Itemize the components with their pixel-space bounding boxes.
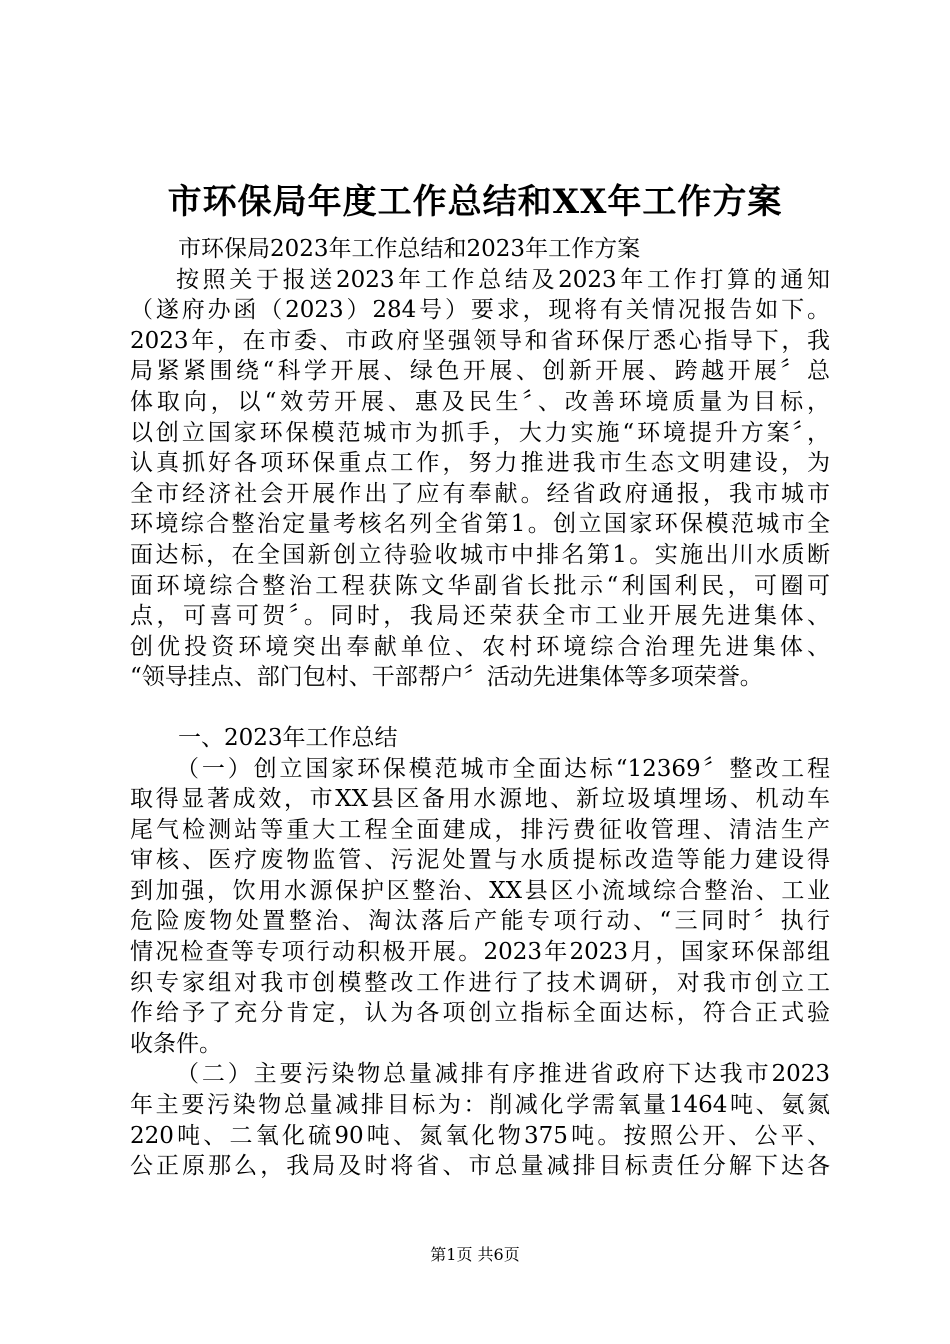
intro-line: 2023年，在市委、市政府坚强领导和省环保厅悉心指导下，我 <box>130 327 830 354</box>
page-footer: 第1页 共6页 <box>430 1245 520 1264</box>
section1-item1-line: 审核、医疗废物监管、污泥处置与水质提标改造等能力建设得 <box>130 847 830 874</box>
intro-line: 创优投资环境突出奉献单位、农村环境综合治理先进集体、 <box>130 633 830 660</box>
section1-item1-line: 情况检查等专项行动积极开展。2023年2023月，国家环保部组 <box>130 939 830 966</box>
document-title: 市环保局年度工作总结和XX年工作方案 <box>167 182 783 222</box>
intro-line: 按照关于报送2023年工作总结及2023年工作打算的通知 <box>176 266 830 293</box>
section1-item1-line: （一）创立国家环保模范城市全面达标“12369〞整改工程 <box>176 755 830 782</box>
section1-item1-line: 作给予了充分肯定，认为各项创立指标全面达标，符合正式验 <box>130 1000 830 1027</box>
intro-line: “领导挂点、部门包村、干部帮户〞活动先进集体等多项荣誉。 <box>130 664 763 691</box>
section1-item1-line: 危险废物处置整治、淘汰落后产能专项行动、“三同时〞执行 <box>130 908 830 935</box>
intro-line: 体取向，以“效劳开展、惠及民生〞、改善环境质量为目标， <box>130 388 830 415</box>
intro-line: （遂府办函（2023）284号）要求，现将有关情况报告如下。 <box>130 297 830 324</box>
section1-item1-line: 织专家组对我市创模整改工作进行了技术调研，对我市创立工 <box>130 969 830 996</box>
intro-line: 认真抓好各项环保重点工作，努力推进我市生态文明建设，为 <box>130 450 830 477</box>
section1-item1-line: 尾气检测站等重大工程全面建成，排污费征收管理、清洁生产 <box>130 816 830 843</box>
intro-line: 以创立国家环保模范城市为抓手，大力实施“环境提升方案〞， <box>130 419 830 446</box>
section-heading: 一、2023年工作总结 <box>178 724 398 751</box>
document-subtitle: 市环保局2023年工作总结和2023年工作方案 <box>178 236 641 262</box>
intro-line: 点，可喜可贺〞。同时，我局还荣获全市工业开展先进集体、 <box>130 603 830 630</box>
section1-item1-line: 到加强，饮用水源保护区整治、XX县区小流域综合整治、工业 <box>130 877 830 904</box>
section1-item1-line: 收条件。 <box>130 1030 222 1057</box>
document-body <box>130 234 830 1182</box>
intro-line: 面环境综合整治工程获陈文华副省长批示“利国利民，可圈可 <box>130 572 830 599</box>
intro-line: 环境综合整治定量考核名列全省第1。创立国家环保模范城市全 <box>130 511 830 538</box>
section1-item2-line: 220吨、二氧化硫90吨、氮氧化物375吨。按照公开、公平、 <box>130 1122 830 1149</box>
intro-line: 面达标，在全国新创立待验收城市中排名第1。实施出川水质断 <box>130 541 830 568</box>
intro-line: 全市经济社会开展作出了应有奉献。经省政府通报，我市城市 <box>130 480 830 507</box>
section1-item2-line: 公正原那么，我局及时将省、市总量减排目标责任分解下达各 <box>130 1153 830 1180</box>
paragraph-gap <box>130 693 830 723</box>
intro-line: 局紧紧围绕“科学开展、绿色开展、创新开展、跨越开展〞总 <box>130 358 830 385</box>
section1-item1-line: 取得显著成效，市XX县区备用水源地、新垃圾填埋场、机动车 <box>130 786 830 813</box>
section1-item2-line: （二）主要污染物总量减排有序推进省政府下达我市2023 <box>176 1061 830 1088</box>
section1-item2-line: 年主要污染物总量减排目标为：削减化学需氧量1464吨、氨氮 <box>130 1092 830 1119</box>
